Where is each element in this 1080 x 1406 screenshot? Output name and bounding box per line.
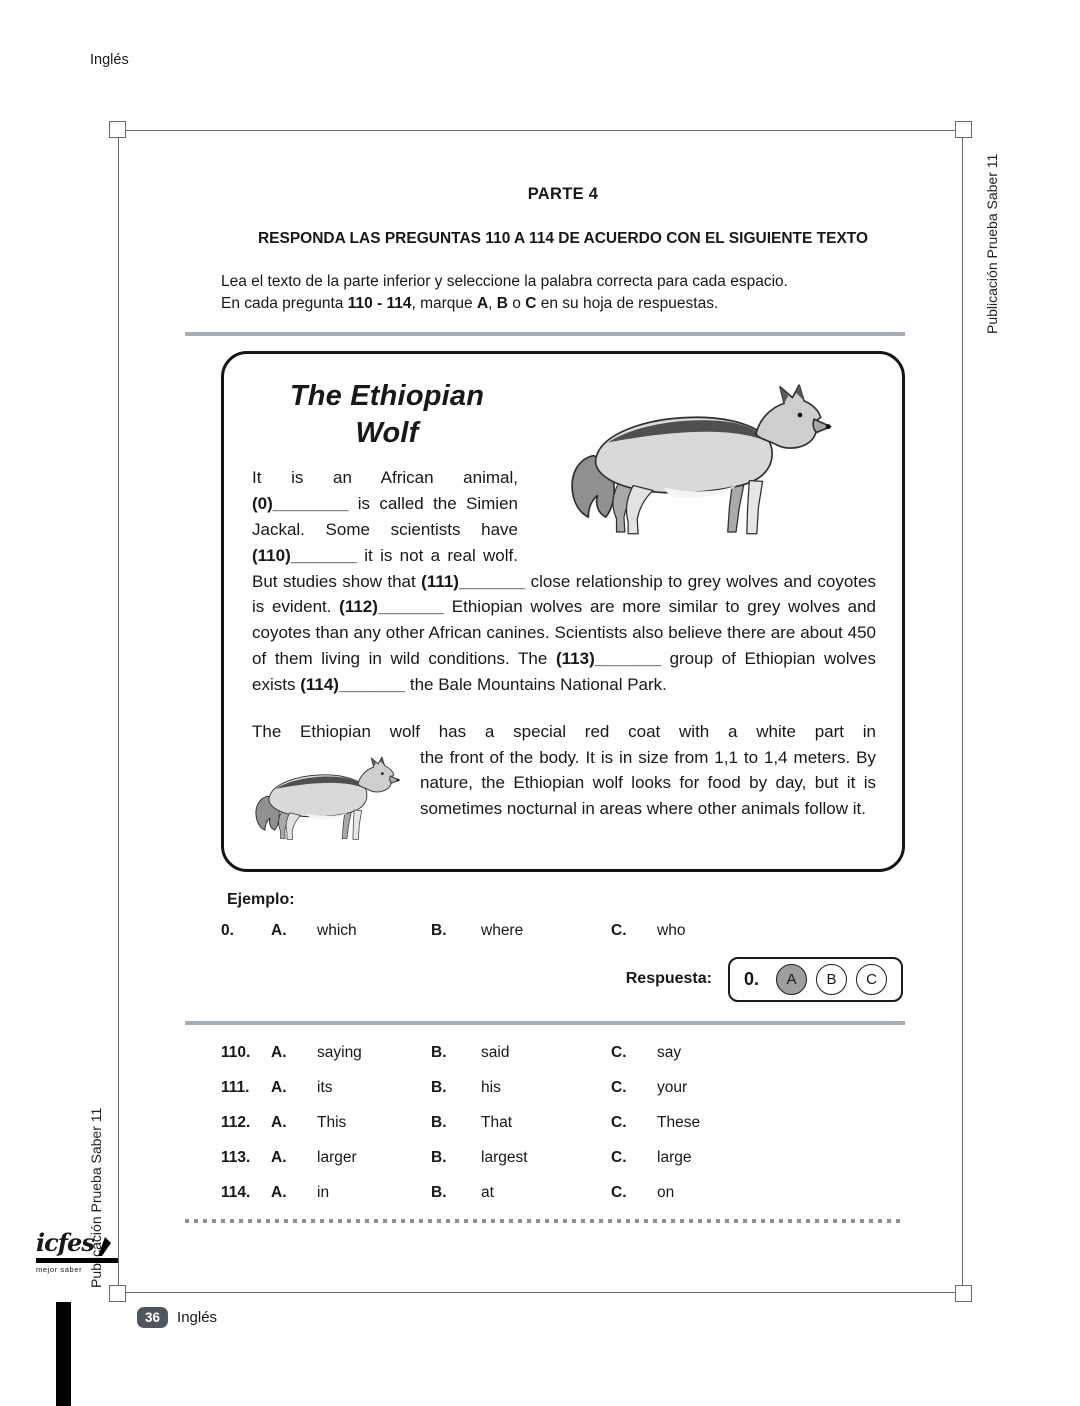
section-instruction-title: RESPONDA LAS PREGUNTAS 110 A 114 DE ACUERDO CON EL SIGUIENTE TEXTO: [257, 230, 869, 247]
example-row: [221, 922, 905, 940]
question-number: 110.: [221, 1043, 251, 1061]
option-letter-b: B.: [431, 1183, 447, 1201]
option-letter-a: A.: [271, 1043, 287, 1061]
question-row-114: [221, 1184, 905, 1202]
passage-paragraph-1: It is an African animal, (0)________ is called the Simien Jackal. Some scientists have (110)_______ it is not a real wolf. But studies show that (111)_______ close relationship to grey wolves and coyotes is evident. (112)_______ Ethiopian wolves are more similar to grey wolves and coyotes than any other African canines. Scientists also believe there are about 450 of them living in wild conditions. The (113)_______ group of Ethiopian wolves exists (114)_______ the Bale Mountains National Park.: [252, 468, 877, 694]
option-letter-a: A.: [271, 1113, 287, 1131]
option-text-c: on: [657, 1183, 675, 1201]
option-letter-c: C.: [611, 1078, 627, 1096]
side-label-left: Publicación Prueba Saber 11: [88, 1107, 104, 1288]
option-text-b: where: [481, 921, 524, 939]
icfes-logo: [36, 1228, 118, 1274]
part-title: PARTE 4: [527, 185, 599, 203]
option-text-a: in: [317, 1183, 330, 1201]
option-letter-a: A.: [271, 1183, 287, 1201]
pen-icon: [96, 1235, 114, 1257]
section-divider-questions: [185, 1021, 905, 1025]
option-letter-b: B.: [431, 1113, 447, 1131]
option-text-b: at: [481, 1183, 494, 1201]
answer-box: [728, 957, 903, 1002]
instruction-line-1: Lea el texto de la parte inferior y seleccione la palabra correcta para cada espacio.: [221, 273, 788, 290]
option-text-a: saying: [317, 1043, 362, 1061]
wolf-illustration-large: [528, 376, 876, 542]
option-text-c: These: [657, 1113, 701, 1131]
question-number: 112.: [221, 1113, 251, 1131]
frame-corner-ornament: [955, 121, 972, 138]
option-letter-b: B.: [431, 1043, 447, 1061]
option-text-c: your: [657, 1078, 688, 1096]
answer-bubble-b: B: [816, 964, 847, 995]
question-row-111: [221, 1079, 905, 1097]
question-number: 111.: [221, 1078, 250, 1096]
option-letter-c: C.: [611, 921, 627, 939]
question-row-110: [221, 1044, 905, 1062]
example-answer-row: [221, 957, 903, 1002]
option-text-b: largest: [481, 1148, 528, 1166]
question-number: 114.: [221, 1183, 251, 1201]
dotted-separator: [185, 1219, 905, 1223]
page-number-badge: 36: [137, 1307, 168, 1328]
frame-corner-ornament: [955, 1285, 972, 1302]
answer-bubble-c: C: [856, 964, 887, 995]
option-letter-b: B.: [431, 921, 447, 939]
footer-subject-label: Inglés: [177, 1309, 218, 1326]
question-row-113: [221, 1149, 905, 1167]
option-letter-a: A.: [271, 921, 287, 939]
option-letter-c: C.: [611, 1113, 627, 1131]
option-text-b: his: [481, 1078, 501, 1096]
option-text-b: said: [481, 1043, 510, 1061]
question-number: 113.: [221, 1148, 251, 1166]
example-number: 0.: [221, 921, 234, 939]
frame-corner-ornament: [109, 121, 126, 138]
wolf-illustration-small: [252, 751, 404, 845]
option-text-a: larger: [317, 1148, 357, 1166]
frame-corner-ornament: [109, 1285, 126, 1302]
subject-label: Inglés: [90, 52, 129, 68]
option-letter-a: A.: [271, 1078, 287, 1096]
option-letter-a: A.: [271, 1148, 287, 1166]
reading-passage-box: [221, 351, 905, 872]
example-label: Ejemplo:: [227, 890, 295, 908]
page-footer: [137, 1307, 217, 1328]
answer-bubble-a: A: [776, 964, 807, 995]
option-letter-b: B.: [431, 1148, 447, 1166]
passage-paragraph-2-line-1: The Ethiopian wolf has a special red coat with a white part in: [252, 721, 876, 741]
option-letter-c: C.: [611, 1043, 627, 1061]
option-text-a: its: [317, 1078, 333, 1096]
left-edge-bar: [56, 1302, 71, 1406]
option-letter-c: C.: [611, 1183, 627, 1201]
instruction-line-2: En cada pregunta 110 - 114, marque A, B o C en su hoja de respuestas.: [221, 295, 719, 312]
answer-label: Respuesta:: [625, 970, 712, 987]
icfes-logo-tagline: mejor saber: [36, 1265, 83, 1274]
question-row-112: [221, 1114, 905, 1132]
option-text-a: which: [317, 921, 357, 939]
option-letter-b: B.: [431, 1078, 447, 1096]
section-divider-top: [185, 332, 905, 336]
passage-title: The Ethiopian Wolf: [289, 380, 485, 450]
icfes-logo-text: icfes: [36, 1228, 94, 1257]
answer-number: 0.: [743, 968, 759, 989]
option-letter-c: C.: [611, 1148, 627, 1166]
option-text-c: say: [657, 1043, 682, 1061]
side-label-right: Publicación Prueba Saber 11: [984, 153, 1000, 334]
passage-paragraph-2: the front of the body. It is in size from 1,1 to 1,4 meters. By nature, the Ethiopian wolf looks for food by day, but it is sometimes nocturnal in areas where other animals follow it.: [252, 745, 876, 822]
option-text-b: That: [481, 1113, 513, 1131]
content-frame: [118, 130, 963, 1293]
option-text-c: who: [657, 921, 686, 939]
option-text-c: large: [657, 1148, 692, 1166]
option-text-a: This: [317, 1113, 347, 1131]
